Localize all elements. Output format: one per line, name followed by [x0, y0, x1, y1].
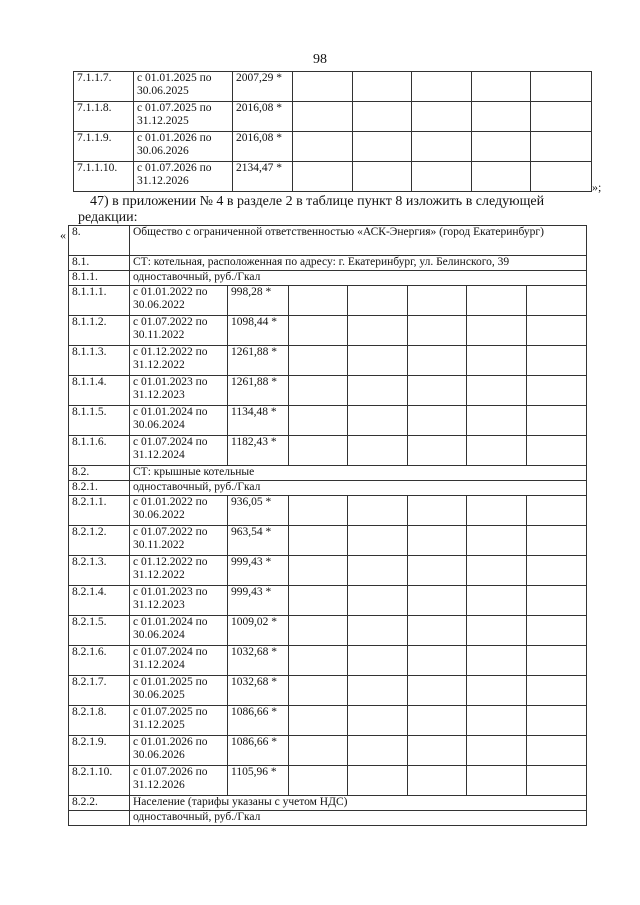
cell-value: 2016,08 * — [233, 102, 293, 132]
table-row — [69, 316, 587, 346]
cell-num: 8. — [69, 226, 130, 256]
cell-num: 8.2.1.2. — [69, 526, 130, 556]
table-row — [69, 436, 587, 466]
cell-period: с 01.01.2022 по 30.06.2022 — [130, 496, 228, 526]
cell-value: 1098,44 * — [228, 316, 289, 346]
row-8-2-1 — [69, 481, 587, 496]
cell-empty — [408, 766, 467, 796]
cell-empty — [289, 706, 348, 736]
table-row — [74, 72, 592, 102]
cell-num: 8.1.1.3. — [69, 346, 130, 376]
cell-empty — [467, 586, 527, 616]
cell-empty — [408, 556, 467, 586]
cell-empty — [348, 286, 408, 316]
cell-empty — [289, 406, 348, 436]
cell-empty — [467, 436, 527, 466]
row-8-1-1 — [69, 271, 587, 286]
cell-value: 1261,88 * — [228, 346, 289, 376]
table-row — [69, 646, 587, 676]
table-row — [69, 616, 587, 646]
cell-period: с 01.07.2026 по 31.12.2026 — [130, 766, 228, 796]
cell-empty — [348, 376, 408, 406]
cell-period: с 01.01.2026 по 30.06.2026 — [130, 736, 228, 766]
cell-num: 8.2.1.5. — [69, 616, 130, 646]
cell-num: 8.1.1. — [69, 271, 130, 286]
cell-value: 936,05 * — [228, 496, 289, 526]
cell-period: с 01.07.2022 по 30.11.2022 — [130, 316, 228, 346]
row-8-1 — [69, 256, 587, 271]
table-row — [69, 556, 587, 586]
cell-empty — [289, 436, 348, 466]
row-8-2-2-sub — [69, 811, 587, 826]
cell-empty — [408, 616, 467, 646]
cell-num: 8.2.1.6. — [69, 646, 130, 676]
cell-empty — [289, 766, 348, 796]
cell-value: 2007,29 * — [233, 72, 293, 102]
cell-empty — [527, 286, 587, 316]
cell-empty — [289, 526, 348, 556]
cell-empty — [472, 132, 531, 162]
cell-num: 7.1.1.9. — [74, 132, 134, 162]
cell-empty — [467, 646, 527, 676]
table-row — [69, 586, 587, 616]
cell-period: с 01.07.2025 по 31.12.2025 — [134, 102, 233, 132]
cell-num: 8.2.1.7. — [69, 676, 130, 706]
cell-period: с 01.01.2024 по 30.06.2024 — [130, 616, 228, 646]
cell-empty — [408, 736, 467, 766]
table-row — [69, 526, 587, 556]
table-row — [74, 162, 592, 192]
cell-empty — [527, 646, 587, 676]
cell-value: 1086,66 * — [228, 736, 289, 766]
cell-empty — [289, 736, 348, 766]
cell-empty — [348, 616, 408, 646]
cell-num: 7.1.1.8. — [74, 102, 134, 132]
cell-empty — [348, 766, 408, 796]
cell-num: 8.2. — [69, 466, 130, 481]
cell-period: с 01.01.2023 по 31.12.2023 — [130, 376, 228, 406]
table-row — [69, 286, 587, 316]
cell-num: 8.1.1.2. — [69, 316, 130, 346]
cell-empty — [531, 132, 592, 162]
cell-num: 8.2.1.8. — [69, 706, 130, 736]
cell-empty — [289, 286, 348, 316]
cell-empty — [289, 646, 348, 676]
cell-value: 999,43 * — [228, 556, 289, 586]
cell-empty — [527, 406, 587, 436]
cell-num: 8.2.1.3. — [69, 556, 130, 586]
row-8-2-2 — [69, 796, 587, 811]
cell-empty — [348, 436, 408, 466]
paragraph-line-2: редакции: — [78, 210, 138, 225]
table-row — [69, 766, 587, 796]
cell-period: с 01.07.2022 по 30.11.2022 — [130, 526, 228, 556]
cell-num: 8.2.1.9. — [69, 736, 130, 766]
cell-period: с 01.01.2025 по 30.06.2025 — [134, 72, 233, 102]
cell-value: 1182,43 * — [228, 436, 289, 466]
cell-empty — [293, 162, 353, 192]
cell-empty — [412, 102, 472, 132]
cell-empty — [527, 586, 587, 616]
cell-empty — [531, 162, 592, 192]
closing-quote: »; — [592, 180, 602, 194]
cell-period: с 01.12.2022 по 31.12.2022 — [130, 346, 228, 376]
cell-period: с 01.07.2024 по 31.12.2024 — [130, 436, 228, 466]
cell-empty — [408, 496, 467, 526]
cell-empty — [408, 376, 467, 406]
cell-empty — [527, 766, 587, 796]
cell-empty — [467, 316, 527, 346]
cell-empty — [289, 376, 348, 406]
table-row — [69, 496, 587, 526]
cell-empty — [408, 706, 467, 736]
cell-period: с 01.01.2023 по 31.12.2023 — [130, 586, 228, 616]
cell-empty — [467, 376, 527, 406]
page-number: 98 — [313, 52, 327, 67]
table-row — [69, 676, 587, 706]
table-row — [74, 132, 592, 162]
cell-value: 1086,66 * — [228, 706, 289, 736]
cell-period: с 01.07.2025 по 31.12.2025 — [130, 706, 228, 736]
cell-empty — [348, 676, 408, 706]
cell-empty — [348, 586, 408, 616]
cell-value: 1134,48 * — [228, 406, 289, 436]
cell-value: 2134,47 * — [233, 162, 293, 192]
cell-empty — [472, 162, 531, 192]
cell-empty — [293, 102, 353, 132]
cell-num: 8.2.1.4. — [69, 586, 130, 616]
cell-empty — [289, 316, 348, 346]
cell-period: с 01.01.2024 по 30.06.2024 — [130, 406, 228, 436]
cell-empty — [408, 586, 467, 616]
cell-empty — [348, 706, 408, 736]
cell-empty — [467, 556, 527, 586]
cell-num: 8.1. — [69, 256, 130, 271]
cell-empty — [348, 346, 408, 376]
cell-empty — [467, 526, 527, 556]
cell-value: 2016,08 * — [233, 132, 293, 162]
cell-empty — [408, 646, 467, 676]
table-row — [69, 406, 587, 436]
cell-num: 8.1.1.5. — [69, 406, 130, 436]
cell-empty — [467, 286, 527, 316]
cell-empty — [293, 132, 353, 162]
cell-empty — [527, 526, 587, 556]
cell-period: с 01.07.2026 по 31.12.2026 — [134, 162, 233, 192]
cell-empty — [348, 736, 408, 766]
cell-empty — [348, 526, 408, 556]
cell-period: с 01.01.2025 по 30.06.2025 — [130, 676, 228, 706]
cell-empty — [408, 676, 467, 706]
cell-population-title: Население (тарифы указаны с учетом НДС) — [130, 796, 587, 811]
amendment-paragraph — [78, 194, 618, 226]
cell-empty — [531, 102, 592, 132]
cell-num: 7.1.1.10. — [74, 162, 134, 192]
cell-empty — [348, 316, 408, 346]
cell-value: 1032,68 * — [228, 646, 289, 676]
cell-empty — [467, 676, 527, 706]
cell-empty — [412, 162, 472, 192]
cell-empty — [527, 496, 587, 526]
cell-period: с 01.01.2022 по 30.06.2022 — [130, 286, 228, 316]
table-row — [69, 736, 587, 766]
cell-value: 999,43 * — [228, 586, 289, 616]
cell-num: 8.2.1. — [69, 481, 130, 496]
cell-empty — [527, 436, 587, 466]
cell-empty — [412, 132, 472, 162]
table-row — [69, 346, 587, 376]
cell-value: 1009,02 * — [228, 616, 289, 646]
cell-empty — [527, 376, 587, 406]
cell-empty — [467, 706, 527, 736]
cell-empty — [408, 406, 467, 436]
cell-empty — [467, 736, 527, 766]
cell-empty — [289, 346, 348, 376]
cell-empty — [348, 646, 408, 676]
cell-empty — [467, 406, 527, 436]
cell-empty — [527, 316, 587, 346]
row-8 — [69, 226, 587, 256]
table-row — [69, 706, 587, 736]
cell-empty — [412, 72, 472, 102]
cell-empty — [289, 676, 348, 706]
cell-empty — [353, 132, 412, 162]
cell-empty — [467, 496, 527, 526]
opening-quote: « — [60, 228, 66, 242]
cell-tariff-type: одноставочный, руб./Гкал — [130, 271, 587, 286]
cell-empty — [527, 346, 587, 376]
cell-empty — [69, 811, 130, 826]
cell-empty — [353, 72, 412, 102]
cell-empty — [289, 556, 348, 586]
cell-num: 8.2.1.1. — [69, 496, 130, 526]
cell-org-name: Общество с ограниченной ответственностью «АСК-Энергия» (город Екатеринбург) — [130, 226, 587, 256]
cell-value: 1261,88 * — [228, 376, 289, 406]
cell-tariff-type: одноставочный, руб./Гкал — [130, 481, 587, 496]
cell-empty — [353, 102, 412, 132]
cell-period: с 01.01.2026 по 30.06.2026 — [134, 132, 233, 162]
cell-empty — [348, 406, 408, 436]
cell-empty — [289, 496, 348, 526]
cell-tariff-type: одноставочный, руб./Гкал — [130, 811, 587, 826]
cell-num: 7.1.1.7. — [74, 72, 134, 102]
cell-period: с 01.12.2022 по 31.12.2022 — [130, 556, 228, 586]
cell-system-name: СТ: котельная, расположенная по адресу: г. Екатеринбург, ул. Белинского, 39 — [130, 256, 587, 271]
row-8-2 — [69, 466, 587, 481]
cell-num: 8.1.1.1. — [69, 286, 130, 316]
cell-empty — [472, 102, 531, 132]
cell-num: 8.2.1.10. — [69, 766, 130, 796]
cell-empty — [408, 436, 467, 466]
cell-empty — [472, 72, 531, 102]
cell-empty — [527, 556, 587, 586]
cell-system-name: СТ: крышные котельные — [130, 466, 587, 481]
cell-empty — [527, 616, 587, 646]
cell-empty — [289, 586, 348, 616]
cell-empty — [467, 346, 527, 376]
cell-num: 8.1.1.6. — [69, 436, 130, 466]
cell-value: 963,54 * — [228, 526, 289, 556]
table-row — [69, 376, 587, 406]
cell-empty — [531, 72, 592, 102]
cell-period: с 01.07.2024 по 31.12.2024 — [130, 646, 228, 676]
cell-empty — [408, 316, 467, 346]
table-row — [74, 102, 592, 132]
tariff-table-continuation — [73, 71, 592, 192]
cell-empty — [353, 162, 412, 192]
cell-value: 1032,68 * — [228, 676, 289, 706]
cell-empty — [527, 706, 587, 736]
cell-empty — [293, 72, 353, 102]
cell-empty — [467, 616, 527, 646]
cell-empty — [467, 766, 527, 796]
paragraph-line-1: 47) в приложении № 4 в разделе 2 в таблице пункт 8 изложить в следующей — [90, 194, 545, 209]
tariff-table-item-8 — [68, 225, 587, 826]
cell-num: 8.1.1.4. — [69, 376, 130, 406]
cell-value: 1105,96 * — [228, 766, 289, 796]
cell-empty — [527, 676, 587, 706]
cell-empty — [408, 286, 467, 316]
cell-empty — [408, 526, 467, 556]
cell-empty — [348, 496, 408, 526]
cell-empty — [348, 556, 408, 586]
cell-empty — [289, 616, 348, 646]
cell-num: 8.2.2. — [69, 796, 130, 811]
cell-empty — [527, 736, 587, 766]
cell-empty — [408, 346, 467, 376]
cell-value: 998,28 * — [228, 286, 289, 316]
